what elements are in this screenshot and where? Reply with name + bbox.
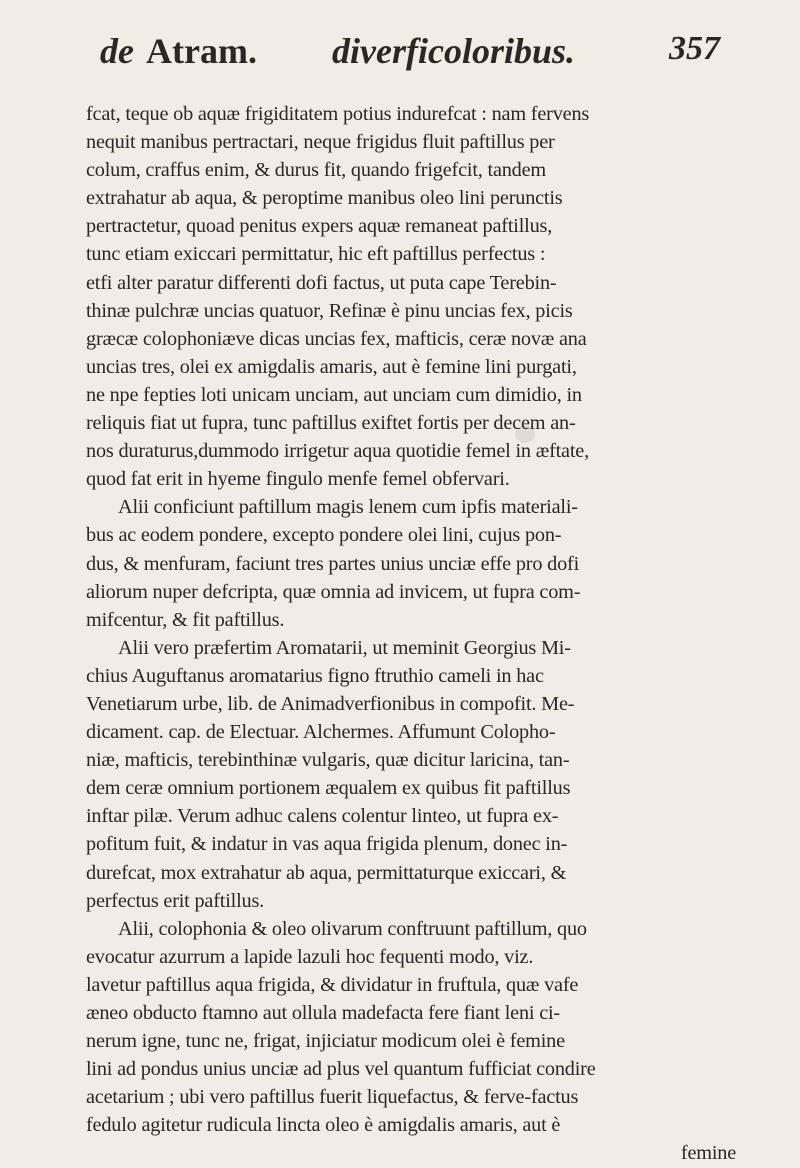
text-line: dem ceræ omnium portionem æqualem ex quibus fit paftillus [86,777,571,800]
running-header [100,30,720,80]
text-line: bus ac eodem pondere, excepto pondere olei lini, cujus pon- [86,524,562,547]
text-line: niæ, mafticis, terebinthinæ vulgaris, quæ dicitur laricina, tan- [86,749,570,772]
text-line: uncias tres, olei ex amigdalis amaris, aut è femine lini purgati, [86,355,577,378]
text-line: colum, craffus enim, & durus fit, quando frigefcit, tandem [86,159,546,182]
text-line: lini ad pondus unius unciæ ad plus vel quantum fufficiat condire [86,1058,596,1081]
text-line: nerum igne, tunc ne, frigat, injiciatur modicum olei è femine [86,1030,565,1053]
text-line: chius Auguftanus aromatarius figno ftruthio cameli in hac [86,664,544,687]
text-line: dicament. cap. de Electuar. Alchermes. Affumunt Colopho- [86,721,556,744]
text-line: nos duraturus,dummodo irrigetur aqua quotidie femel in æftate, [86,440,589,463]
text-line: tunc etiam exiccari permittatur, hic eft paftillus perfectus : [86,243,546,266]
text-line: Alii vero præfertim Aromatarii, ut meminit Georgius Mi- [118,636,571,659]
header-word-atram: Atram. [146,31,257,71]
text-line: pofitum fuit, & indatur in vas aqua frigida plenum, donec in- [86,833,568,856]
text-line: fcat, teque ob aquæ frigiditatem potius indurefcat : nam fervens [86,103,590,125]
text-line: quod fat erit in hyeme fingulo menfe femel obfervari. [86,468,510,491]
text-line: perfectus erit paftillus. [86,889,265,912]
header-word-diverficoloribus: diverficoloribus. [332,31,575,71]
text-line: acetarium ; ubi vero paftillus fuerit liquefactus, & ferve-factus [86,1086,579,1109]
text-line: nequit manibus pertractari, neque frigidus fluit paftillus per [86,131,555,154]
text-line: durefcat, mox extrahatur ab aqua, permittaturque exiccari, & [86,861,567,884]
text-line: lavetur paftillus aqua frigida, & dividatur in fruftula, quæ vafe [86,973,579,996]
header-word-de: de [100,31,134,71]
text-line: reliquis fiat ut fupra, tunc paftillus exiftet fortis per decem an- [86,412,576,435]
text-line: Venetiarum urbe, lib. de Animadverfionibus in compofit. Me- [86,692,575,715]
text-line: thinæ pulchræ uncias quatuor, Refinæ è pinu uncias fex, picis [86,299,573,322]
text-line: ne npe fepties loti unicam unciam, aut unciam cum dimidio, in [86,383,582,406]
text-line: extrahatur ab aqua, & peroptime manibus oleo lini perunctis [86,187,563,210]
text-line: evocatur azurrum a lapide lazuli hoc fequenti modo, viz. [86,945,534,968]
text-line: Alii conficiunt paftillum magis lenem cum ipfis materiali- [118,496,578,519]
text-line: mifcentur, & fit paftillus. [86,608,285,631]
text-line: fedulo agitetur rudicula lincta oleo è amigdalis amaris, aut è [86,1114,561,1137]
text-line: græcæ colophoniæve dicas uncias fex, mafticis, ceræ novæ ana [86,327,587,350]
text-line: dus, & menfuram, faciunt tres partes unius unciæ effe pro dofi [86,552,579,575]
text-line: æneo obducto ftamno aut ollula madefacta fere fiant leni ci- [86,1002,560,1024]
text-line: etfi alter paratur differenti dofi factus, ut puta cape Terebin- [86,271,557,294]
page-body-text [86,100,736,1168]
catchword: femine [680,1142,736,1165]
text-line: inftar pilæ. Verum adhuc calens colentur linteo, ut fupra ex- [86,805,559,828]
text-line: Alii, colophonia & oleo olivarum conftruunt paftillum, quo [118,917,587,940]
text-line: pertractetur, quoad penitus expers aquæ remaneat paftillus, [86,215,553,238]
text-line: aliorum nuper defcripta, quæ omnia ad invicem, ut fupra com- [86,580,581,603]
page-number: 357 [669,30,720,67]
